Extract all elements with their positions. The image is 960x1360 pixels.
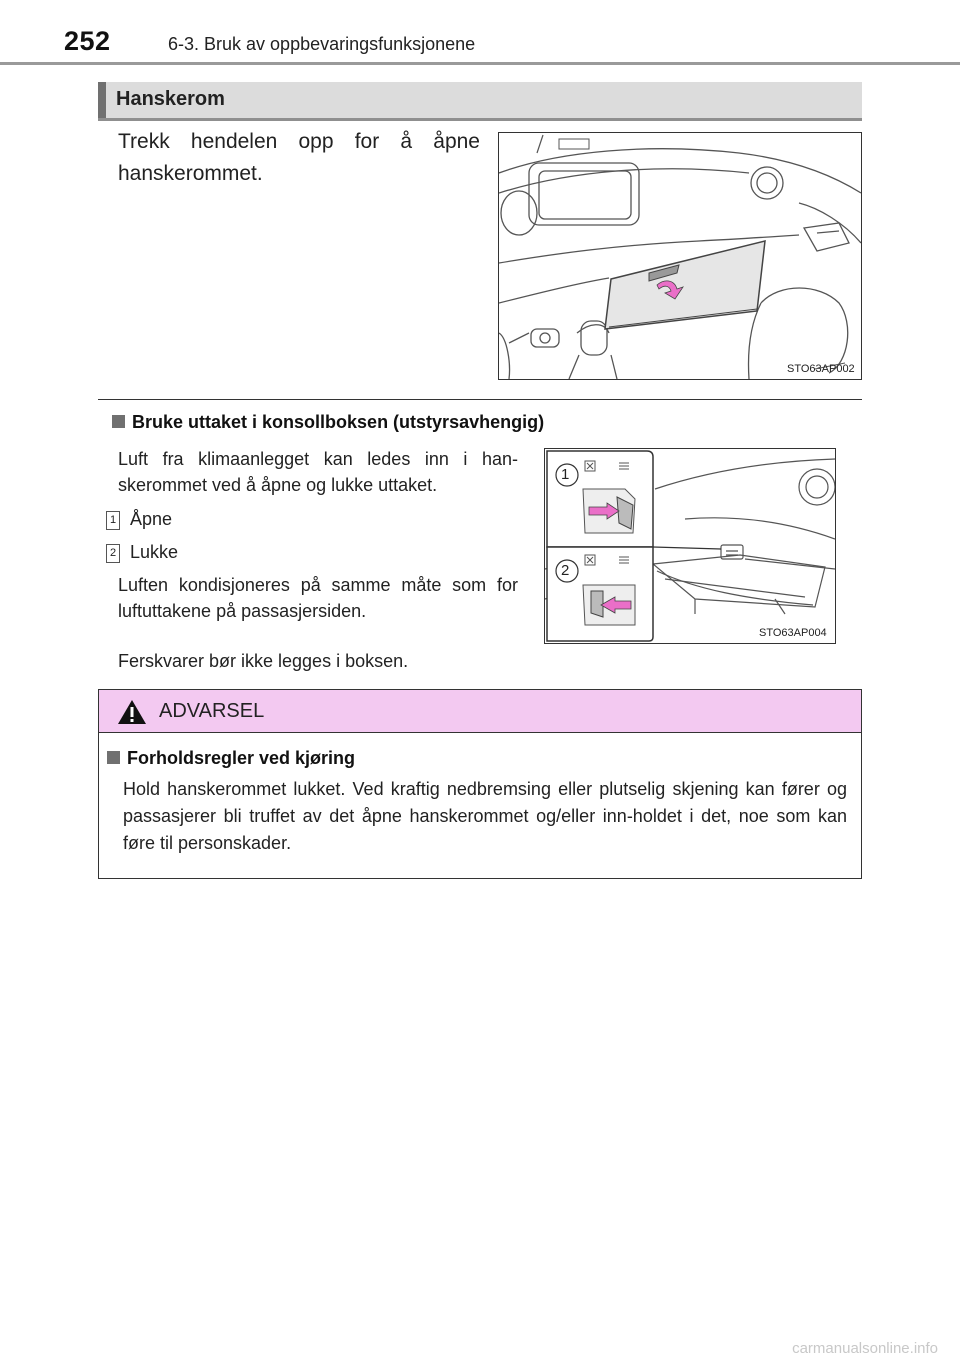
figure-code: STO63AP004 bbox=[759, 627, 827, 639]
section-divider bbox=[98, 399, 862, 400]
glovebox-illustration bbox=[499, 133, 861, 379]
section-intro: Trekk hendelen opp for å åpne hanskerommet. bbox=[118, 130, 480, 185]
chapter-title: 6-3. Bruk av oppbevaringsfunksjonene bbox=[168, 34, 476, 54]
callout-number: 2 bbox=[561, 562, 570, 579]
warning-header bbox=[99, 690, 861, 733]
subsection-title-text: Bruke uttaket i konsollboksen (utstyrsavhengig) bbox=[132, 412, 545, 432]
warning-title: ADVARSEL bbox=[159, 700, 265, 722]
section-accent bbox=[98, 82, 106, 118]
callout-number: 1 bbox=[561, 466, 570, 483]
subsection-para-2: Luften kondisjoneres på samme måte som for luftuttakene på passasjersiden. bbox=[118, 575, 518, 621]
section-underline bbox=[98, 118, 862, 121]
watermark: carmanualsonline.info bbox=[792, 1340, 938, 1357]
section-heading bbox=[98, 82, 862, 118]
page-number: 252 bbox=[64, 26, 111, 56]
item-label: Åpne bbox=[130, 509, 173, 529]
square-bullet-icon bbox=[112, 415, 125, 428]
subsection-para-1: Luft fra klimaanlegget kan ledes inn i han-skerommet ved å åpne og lukke uttaket. bbox=[118, 449, 518, 495]
item-number-badge: 2 bbox=[106, 544, 120, 563]
header-rule bbox=[0, 62, 960, 65]
item-number-badge: 1 bbox=[106, 511, 120, 530]
warning-body: Hold hanskerommet lukket. Ved kraftig nedbremsing eller plutselig skjening kan fører og passasjerer bli truffet av det åpne hanskerommet og/eller inn-holdet i det, noe som kan føre til personskader. bbox=[123, 779, 847, 853]
list-item bbox=[106, 506, 172, 532]
warning-subtitle bbox=[107, 748, 355, 769]
subsection-title bbox=[112, 412, 544, 433]
item-label: Lukke bbox=[130, 542, 179, 562]
glovebox-lid bbox=[605, 241, 765, 329]
warning-triangle-icon bbox=[117, 699, 147, 725]
subsection-para-3: Ferskvarer bør ikke legges i boksen. bbox=[118, 651, 409, 671]
outlet-figure bbox=[544, 448, 836, 644]
list-item bbox=[106, 539, 178, 565]
outlet-illustration bbox=[545, 449, 835, 643]
section-title: Hanskerom bbox=[116, 88, 225, 110]
warning-subtitle-text: Forholdsregler ved kjøring bbox=[127, 748, 356, 768]
figure-code: STO63AP002 bbox=[787, 363, 855, 375]
square-bullet-icon bbox=[107, 751, 120, 764]
warning-box bbox=[98, 689, 862, 879]
glovebox-figure bbox=[498, 132, 862, 380]
